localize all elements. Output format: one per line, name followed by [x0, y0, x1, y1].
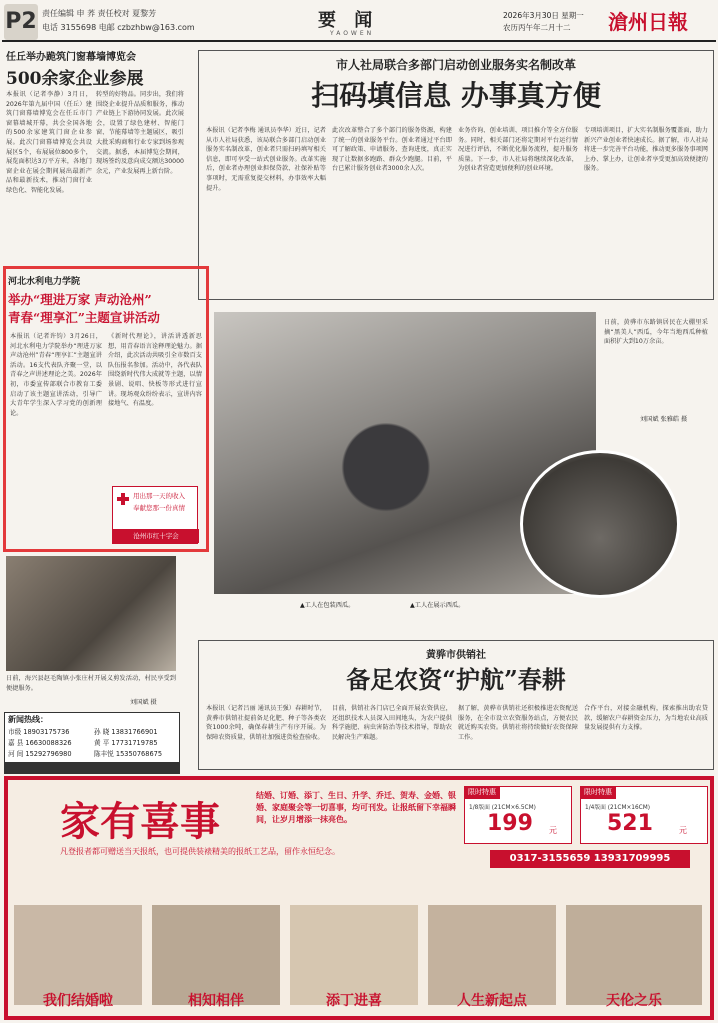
- bottom-article-col3: 据了解，黄骅市供销社还积极推进农资配送服务，在全市设立农资服务站点，方便农民就近购买农资。供销社将持续做好农资保障工作。: [458, 705, 578, 741]
- hotline-title: 新闻热线：: [8, 715, 48, 724]
- price1-tag: 限时特惠: [464, 786, 500, 799]
- ad-tile-label-1: 我们结婚啦: [43, 993, 113, 1009]
- bottom-article-title: 备足农资“护航”春耕: [346, 665, 566, 694]
- subcaption-2: ▲工人在展示西瓜。: [410, 602, 465, 609]
- promo-line1: 用出那一天的收入: [133, 492, 185, 500]
- ad-tile-label-4: 人生新起点: [457, 993, 527, 1009]
- haircut-photo: [6, 556, 176, 671]
- hotline-row-2a: 嘉 县 16630088326: [8, 739, 72, 747]
- left-photo-caption: 日前，海兴县赵毛陶镇小张庄村开展义剪发活动，村民享受到便捷服务。: [6, 675, 176, 692]
- price2-value: 521: [607, 811, 653, 836]
- center-photographer: 刘国斌 张雅皓 摄: [640, 416, 688, 423]
- left-photographer: 刘国斌 摄: [130, 699, 157, 706]
- ad-body: 结婚、订婚、添丁、生日、升学、乔迁、贺寿、金婚、银婚、家庭聚会等一切喜事，均可刊发。让报纸留下幸福瞬间，让岁月增添一抹亮色。: [256, 791, 456, 824]
- hotline-row-3a: 河 间 15292796980: [8, 750, 72, 758]
- red-box-col2: 《新时代理论》，讲活讲透新思想，用青春语言诠释理论魅力。据介绍，此次活动共吸引全市数百支队伍报名参加。活动中，各代表队围绕新时代伟大成就等主题，以情景剧、说唱、快板等形式进行宣讲。现场观众纷纷表示，宣讲内容接地气、有温度。: [108, 333, 202, 408]
- price1-size: 1/8版面 (21CM×6.5CM): [469, 805, 536, 811]
- top-article-kicker: 市人社局联合多部门启动创业服务实名制改革: [335, 58, 576, 72]
- section-title: 要 闻: [318, 10, 379, 31]
- top-article-col3: 业务咨询、创业培训、项目推介等全方位服务。同时，相关部门还将定期对平台运行情况进行评估，不断优化服务流程，提升服务质量。下一步，市人社局将继续深化改革，为创业者营造更加便利的创业环境。: [458, 127, 578, 173]
- left-article-col1: 本报讯（记者李静）3月日，2026年第九届中国（任丘）建筑门窗幕墙博览会在任丘市门窗幕墙城开幕，共会全国各地的500余家建筑门窗企业参展。此次门窗幕墙博览会共设展区5个，布展展位800多个，展览面积达3万平方米，各地门窗企业在展会期间展出最新产品和最新技术，推动门窗行业绿色化、智能化发展。: [6, 91, 92, 194]
- left-article-kicker: 任丘举办跪筑门窗幕墙博览会: [6, 52, 136, 63]
- top-article-col1: 本报讯（记者李梅 通讯员李华）近日，记者从市人社局获悉，该局联合多部门启动创业服务实名制改革，创业者只需扫码填写相关信息，即可享受一站式创业服务。改革实施后，创业者办理创业担保贷款、社保补贴等事项时，无需重复提交材料，办事效率大幅提升。: [206, 127, 326, 192]
- center-photo-caption: 日前，黄骅市东路镇居民在大棚里采摘“黑美人”西瓜，今年当地西瓜种植面积扩大到10万余亩。: [604, 319, 708, 346]
- red-cross-promo: [112, 486, 198, 544]
- ad-note: 凡登报者都可赠送当天报纸，也可提供装裱精美的报纸工艺品，留作永恒纪念。: [60, 847, 340, 856]
- ad-phones: 0317-3155659 13931709995: [490, 850, 690, 868]
- red-cross-icon: [117, 493, 129, 505]
- hotline-row-1b: 孙 晓 13831766901: [94, 728, 158, 736]
- ad-title: 家有喜事: [60, 798, 220, 845]
- ad-tile-label-2: 相知相伴: [188, 993, 244, 1009]
- top-article-title: 扫码填信息 办事真方便: [311, 79, 601, 112]
- ad-tile-label-5: 天伦之乐: [606, 993, 662, 1009]
- header-rule: [2, 40, 716, 42]
- top-article-col2: 此次改革整合了多个部门的服务资源，构建了统一的创业服务平台。创业者通过平台即可了解政策、申请服务、查询进度，真正实现了让数据多跑路、群众少跑腿。目前，平台已累计服务创业者3000余人次。: [332, 127, 452, 173]
- left-article-title: 500余家企业参展: [6, 69, 144, 89]
- lunar-date-line: 农历丙午年二月十二: [503, 23, 571, 32]
- bottom-article-col4: 合作平台，对接金融机构，探索推出助农贷款，缓解农户春耕资金压力，为当地农业高质量发展提供有力支撑。: [584, 705, 708, 732]
- hotline-row-1a: 市级 18903175736: [8, 728, 70, 736]
- subcaption-1: ▲工人在包装西瓜。: [300, 602, 355, 609]
- red-box-title-line1: 举办“理进万家 声动沧州”: [8, 292, 152, 307]
- page-number: P2: [4, 4, 38, 40]
- section-subtitle: YAOWEN: [330, 30, 375, 37]
- top-article-col4: 专项培训项目，扩大实名制服务覆盖面，助力新兴产业创业者快速成长。据了解，市人社局将进一步完善平台功能，推动更多服务事项网上办、掌上办，让创业者享受更加高效便捷的服务。: [584, 127, 708, 173]
- promo-footer: 沧州市红十字会: [113, 529, 199, 543]
- contact: 电话 3155698 电邮 czbzhbw@163.com: [42, 23, 195, 32]
- hotline-footer-bar: [4, 762, 180, 774]
- left-article-col2: 转型的好物品。同步出，我们将围绕企业提升品质和服务，推动产业链上下游协同发展。此次展会，设置了绿色建材、智能门窗、节能幕墙等主题展区，吸引大批采购商和行业专家到场参观交流。据悉，本届博览会期间，现场签约及意向成交额达30000余元，产业发展再上新台阶。: [96, 91, 184, 175]
- red-box-kicker: 河北水利电力学院: [8, 277, 81, 287]
- ad-tile-label-3: 添丁进喜: [326, 993, 382, 1009]
- red-box-col1: 本报讯（记者许钧）3月26日，河北水利电力学院举办“理进万家 声动沧州”青春“理享汇”主题宣讲活动。16支代表队齐聚一堂，以青春之声讲述理论之美。2026年初，市委宣传部联合市教育工委启动了该主题宣讲活动，引导广大青年学生深入学习党的创新理论。: [10, 333, 102, 417]
- newspaper-logo: 滄州日報: [608, 10, 688, 34]
- hotline-row-2b: 黄 平 17731719785: [94, 739, 158, 747]
- red-box-title-line2: 青春“理享汇”主题宣讲活动: [8, 310, 160, 325]
- price2-size: 1/4版面 (21CM×16CM): [585, 805, 650, 811]
- bottom-article-col2: 目前，供销社各门店已全面开展农资供应，还组织技术人员深入田间地头，为农户提供科学施肥、病虫害防治等技术指导，帮助农民解决生产难题。: [332, 705, 452, 741]
- promo-line2: 奉献您那一份真情: [133, 504, 185, 512]
- bottom-article-col1: 本报讯（记者吕丽 通讯员王强）春耕时节，黄骅市供销社提前备足化肥、种子等各类农资1000余吨，确保春耕生产有序开展。为保障农资质量，供销社加强进货检查验收。: [206, 705, 326, 741]
- hotline-row-3b: 陈丰悦 15350768675: [94, 750, 163, 758]
- price2-unit: 元: [679, 826, 687, 835]
- bottom-article-kicker: 黄骅市供销社: [426, 650, 486, 661]
- date-line: 2026年3月30日 星期一: [503, 11, 584, 20]
- price2-tag: 限时特惠: [580, 786, 616, 799]
- price-box-2: [580, 786, 708, 844]
- price1-unit: 元: [549, 826, 557, 835]
- inset-photo: [520, 450, 680, 598]
- price-box-1: [464, 786, 572, 844]
- price1-value: 199: [487, 811, 533, 836]
- editors: 责任编辑 申 荞 责任校对 夏黎芳: [42, 9, 157, 18]
